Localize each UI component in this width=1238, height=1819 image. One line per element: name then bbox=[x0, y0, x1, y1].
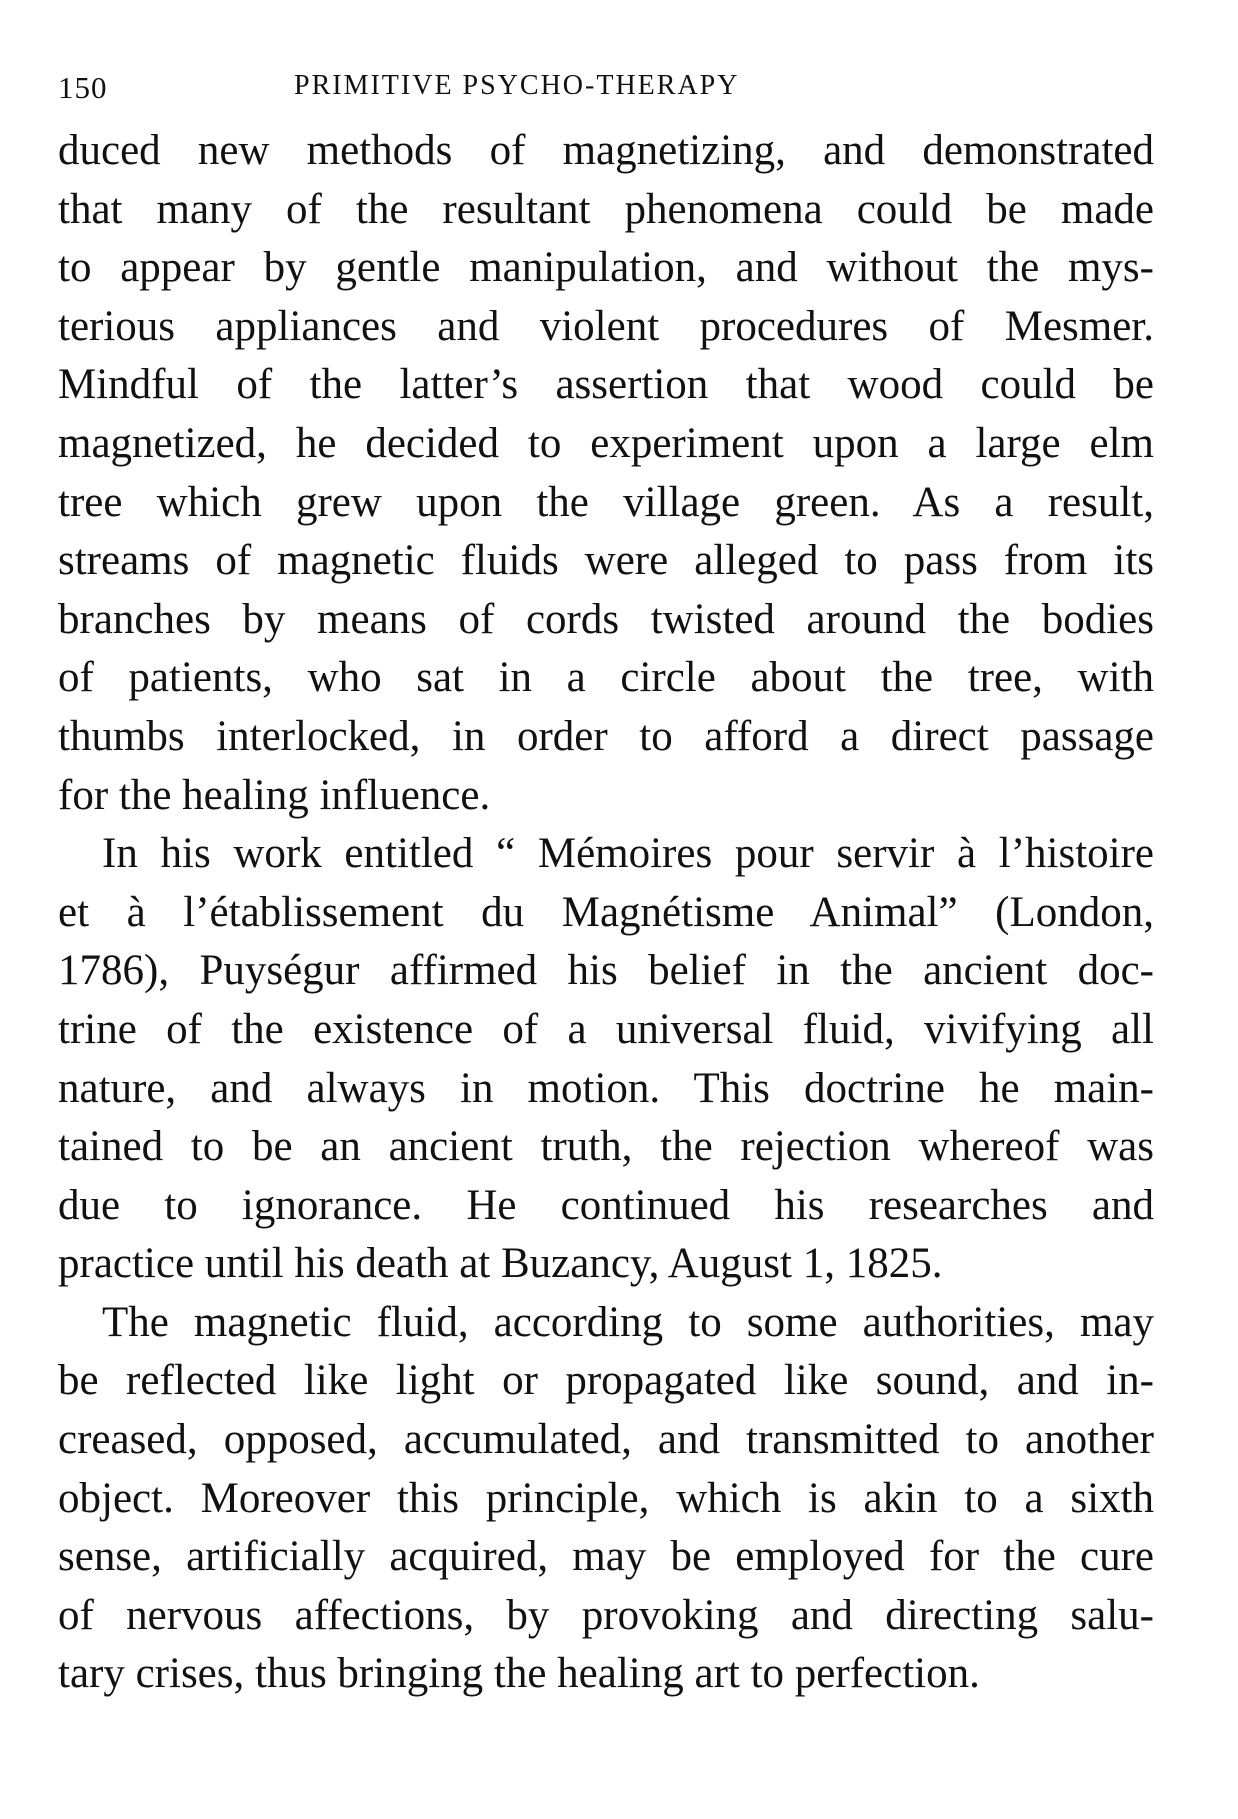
text-line: The magnetic fluid, according to some authorities, may bbox=[102, 1298, 1154, 1346]
text-line: to appear by gentle manipulation, and without the mys- bbox=[58, 244, 1154, 292]
text-line: Mindful of the latter’s assertion that wood could be bbox=[58, 361, 1154, 409]
text-line: of nervous affections, by provoking and directing salu- bbox=[58, 1591, 1154, 1639]
paragraph bbox=[58, 825, 1154, 1294]
body-text bbox=[58, 122, 1154, 1704]
text-line: be reflected like light or propagated like sound, and in- bbox=[58, 1357, 1154, 1405]
text-line: magnetized, he decided to experiment upon a large elm bbox=[58, 419, 1154, 467]
text-line: of patients, who sat in a circle about the tree, with bbox=[58, 654, 1154, 702]
page-number: 150 bbox=[58, 70, 108, 105]
text-line: In his work entitled “ Mémoires pour servir à l’histoire bbox=[102, 830, 1154, 878]
text-line: nature, and always in motion. This doctrine he main- bbox=[58, 1064, 1154, 1112]
text-line: thumbs interlocked, in order to afford a direct passage bbox=[58, 712, 1154, 760]
text-line: tary crises, thus bringing the healing art to perfection. bbox=[58, 1650, 980, 1698]
text-line: streams of magnetic fluids were alleged to pass from its bbox=[58, 537, 1154, 585]
text-line: trine of the existence of a universal fluid, vivifying all bbox=[58, 1005, 1154, 1053]
text-line: that many of the resultant phenomena could be made bbox=[58, 185, 1154, 233]
text-line: 1786), Puységur affirmed his belief in the ancient doc- bbox=[58, 947, 1154, 995]
text-line: branches by means of cords twisted around the bodies bbox=[58, 595, 1154, 643]
text-line: tained to be an ancient truth, the rejection whereof was bbox=[58, 1123, 1154, 1171]
text-line: duced new methods of magnetizing, and demonstrated bbox=[58, 127, 1154, 174]
book-page bbox=[58, 60, 1154, 1704]
paragraph bbox=[58, 122, 1154, 825]
paragraph bbox=[58, 1294, 1154, 1704]
text-line: creased, opposed, accumulated, and transmitted to another bbox=[58, 1416, 1154, 1464]
running-title: PRIMITIVE PSYCHO-THERAPY bbox=[294, 70, 740, 101]
text-line: object. Moreover this principle, which is akin to a sixth bbox=[58, 1474, 1154, 1522]
text-line: for the healing influence. bbox=[58, 771, 491, 819]
text-line: sense, artificially acquired, may be employed for the cure bbox=[58, 1533, 1154, 1581]
text-line: et à l’établissement du Magnétisme Animal” (London, bbox=[58, 888, 1154, 936]
text-line: tree which grew upon the village green. As a result, bbox=[58, 478, 1154, 526]
text-line: practice until his death at Buzancy, August 1, 1825. bbox=[58, 1240, 943, 1288]
text-line: due to ignorance. He continued his researches and bbox=[58, 1181, 1154, 1229]
text-line: terious appliances and violent procedures of Mesmer. bbox=[58, 302, 1154, 350]
running-head bbox=[58, 60, 1154, 108]
